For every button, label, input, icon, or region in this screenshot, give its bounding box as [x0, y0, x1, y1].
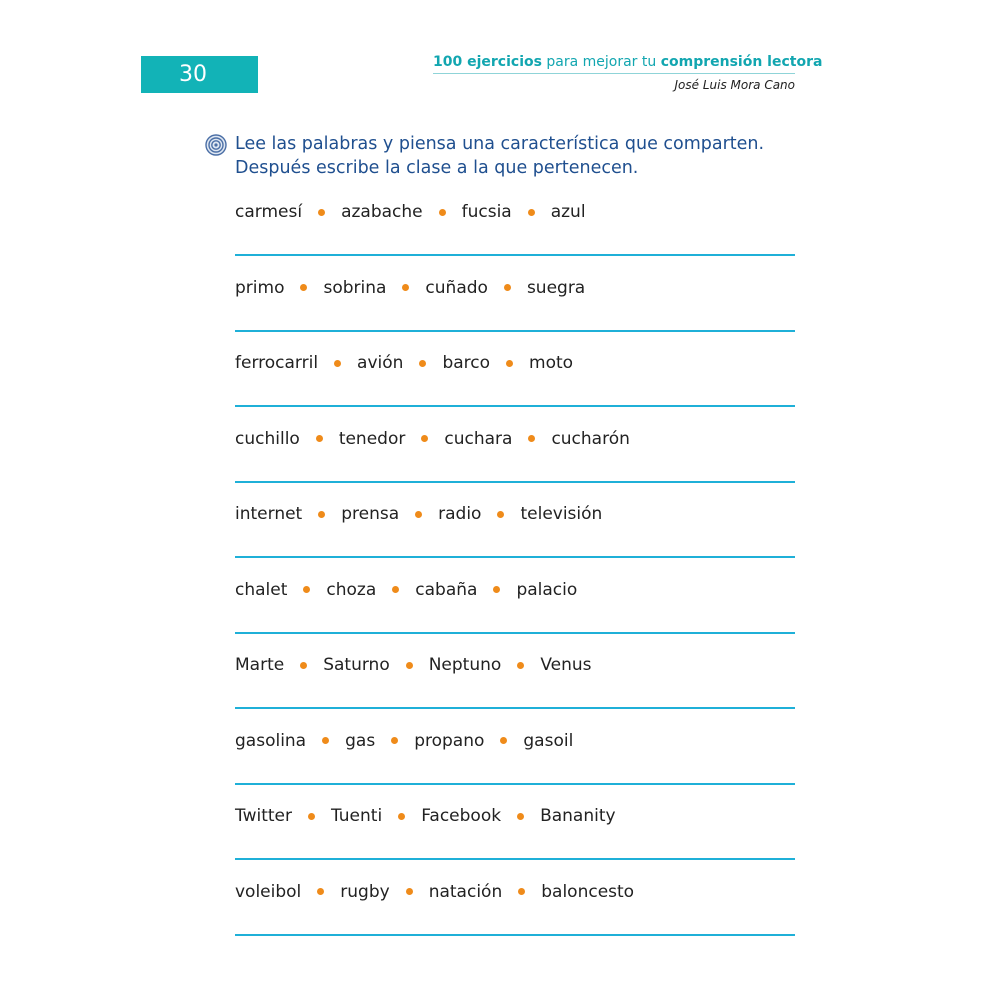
title-part-3: comprensión lectora: [660, 54, 823, 70]
spiral-icon: [205, 134, 227, 156]
answer-line[interactable]: [235, 556, 795, 558]
word: Twitter: [235, 806, 292, 826]
word: Saturno: [323, 655, 390, 675]
word-list: [235, 731, 573, 751]
exercise-row: [235, 576, 795, 652]
word: televisión: [520, 504, 603, 524]
answer-line[interactable]: [235, 481, 795, 483]
word: Marte: [235, 655, 285, 675]
word-list: [235, 580, 577, 600]
bullet-icon: [406, 888, 413, 895]
word: sobrina: [323, 277, 387, 298]
bullet-icon: [317, 888, 324, 895]
word: Neptuno: [428, 655, 502, 675]
bullet-icon: [334, 360, 341, 367]
bullet-icon: [318, 511, 325, 518]
answer-line[interactable]: [235, 405, 795, 407]
bullet-icon: [439, 209, 446, 216]
word-list: [235, 806, 616, 826]
bullet-icon: [528, 209, 535, 216]
answer-line[interactable]: [235, 783, 795, 785]
bullet-icon: [402, 284, 409, 291]
word: gas: [345, 730, 376, 751]
bullet-icon: [421, 435, 428, 442]
bullet-icon: [300, 284, 307, 291]
answer-line[interactable]: [235, 330, 795, 332]
word: Tuenti: [330, 806, 383, 826]
bullet-icon: [318, 209, 325, 216]
word: tenedor: [338, 428, 406, 449]
bullet-icon: [303, 586, 310, 593]
title-part-2: para mejorar tu: [541, 54, 661, 70]
bullet-icon: [300, 662, 307, 669]
word: azabache: [341, 202, 423, 222]
word: natación: [428, 881, 503, 902]
answer-line[interactable]: [235, 707, 795, 709]
bullet-icon: [517, 813, 524, 820]
word: Facebook: [421, 806, 502, 826]
bullet-icon: [528, 435, 535, 442]
instruction-text: Lee las palabras y piensa una característica que comparten. Después escribe la clase a la que pertenecen.: [235, 134, 765, 178]
word: barco: [442, 353, 491, 373]
bullet-icon: [398, 813, 405, 820]
bullet-icon: [316, 435, 323, 442]
exercise-instruction: [205, 132, 805, 180]
word: palacio: [516, 579, 578, 600]
word: carmesí: [235, 202, 303, 222]
answer-line[interactable]: [235, 254, 795, 256]
word-list: [235, 504, 602, 524]
word: gasoil: [523, 730, 574, 751]
word: suegra: [526, 277, 586, 298]
book-author: José Luis Mora Cano: [674, 78, 795, 92]
bullet-icon: [493, 586, 500, 593]
word: gasolina: [235, 730, 307, 751]
bullet-icon: [391, 737, 398, 744]
word-list: [235, 353, 573, 373]
word: fucsia: [461, 202, 512, 222]
word: prensa: [341, 504, 400, 524]
word-list: [235, 429, 630, 449]
bullet-icon: [504, 284, 511, 291]
book-title: [433, 54, 823, 74]
bullet-icon: [497, 511, 504, 518]
answer-line[interactable]: [235, 858, 795, 860]
bullet-icon: [406, 662, 413, 669]
word: internet: [235, 504, 303, 524]
exercise-row: [235, 878, 795, 954]
word: primo: [235, 277, 285, 298]
word-list: [235, 278, 585, 298]
word: Venus: [540, 655, 592, 675]
word: azul: [550, 202, 586, 222]
exercise-row: [235, 274, 795, 350]
word: ferrocarril: [235, 353, 319, 373]
word-list: [235, 202, 586, 222]
word: rugby: [340, 881, 390, 902]
answer-line[interactable]: [235, 632, 795, 634]
bullet-icon: [392, 586, 399, 593]
word: cuñado: [425, 277, 488, 298]
bullet-icon: [308, 813, 315, 820]
word-list: [235, 655, 592, 675]
answer-line[interactable]: [235, 934, 795, 936]
exercise-row: [235, 651, 795, 727]
word: propano: [414, 730, 485, 751]
bullet-icon: [419, 360, 426, 367]
word: baloncesto: [541, 881, 635, 902]
word: cabaña: [415, 579, 478, 600]
word: chalet: [235, 579, 288, 600]
exercise-row: [235, 349, 795, 425]
page-number: 30: [141, 56, 258, 93]
word-list: [235, 882, 634, 902]
word: avión: [357, 353, 404, 373]
word: cucharón: [551, 428, 630, 449]
bullet-icon: [500, 737, 507, 744]
bullet-icon: [322, 737, 329, 744]
word: cuchara: [444, 428, 513, 449]
word: moto: [529, 353, 574, 373]
word: cuchillo: [235, 428, 300, 449]
exercise-row: [235, 500, 795, 576]
word: voleibol: [235, 881, 302, 902]
exercise-row: [235, 727, 795, 803]
bullet-icon: [518, 888, 525, 895]
bullet-icon: [517, 662, 524, 669]
exercise-row: [235, 425, 795, 501]
title-part-1: 100 ejercicios: [433, 54, 542, 70]
word: choza: [326, 579, 377, 600]
exercise-row: [235, 802, 795, 878]
word: Bananity: [540, 806, 616, 826]
bullet-icon: [506, 360, 513, 367]
exercise-row: [235, 198, 795, 274]
exercise-rows: [235, 198, 795, 953]
word: radio: [438, 504, 482, 524]
book-header: [433, 54, 823, 92]
bullet-icon: [415, 511, 422, 518]
